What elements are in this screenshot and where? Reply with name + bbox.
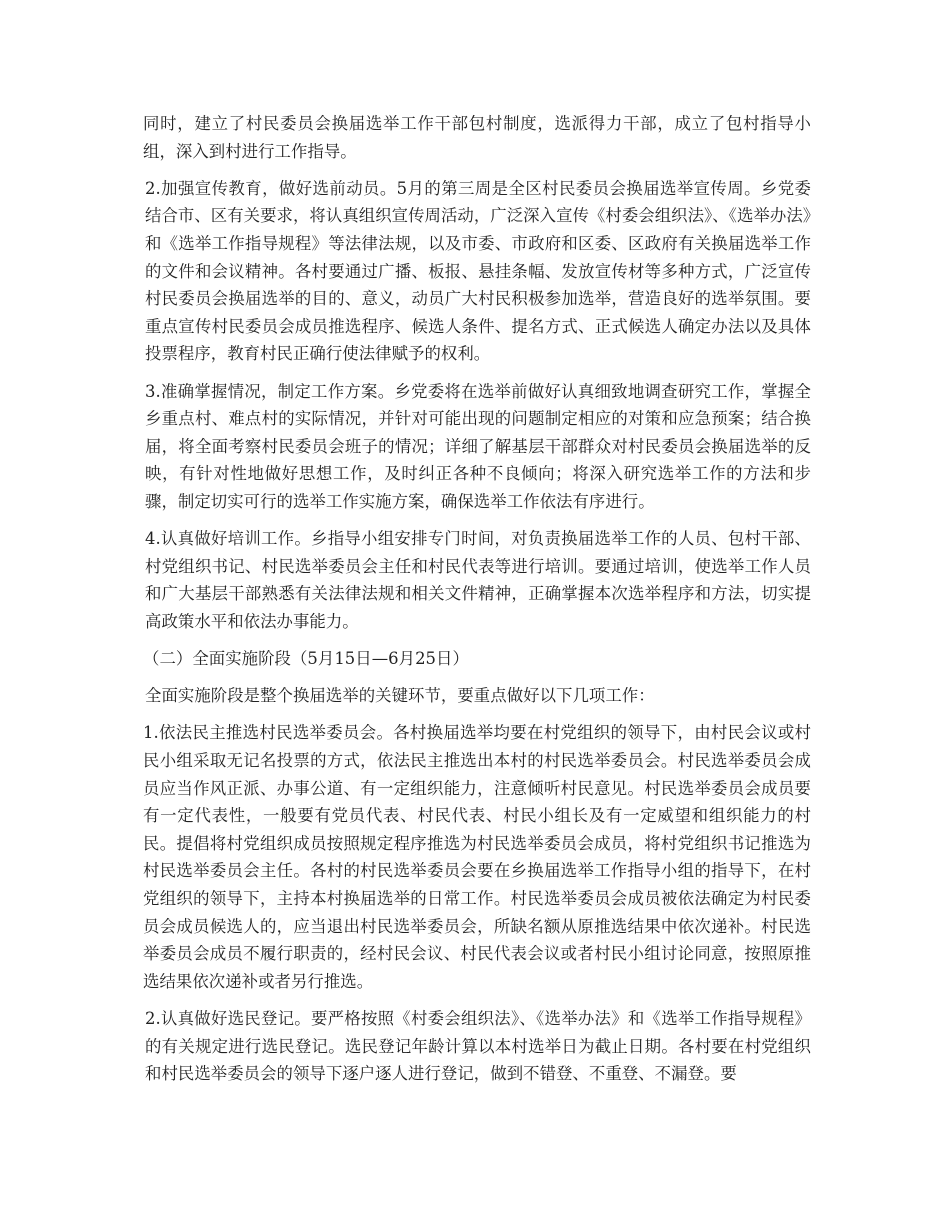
paragraph-implementation-intro: 全面实施阶段是整个换届选举的关键环节，要重点做好以下几项工作： [145,686,655,706]
paragraph-item-2-registration: 2.认真做好选民登记。要严格按照《村委会组织法》、《选举办法》和《选举工作指导规程》的有关规定进行选民登记。选民登记年龄计算以本村选举日为截止日期。各村要在村党组织和村民选举委员会的领导下逐户逐人进行登记，做到不错登、不重登、不漏登。要 [145,1008,811,1084]
section-heading-implementation: （二）全面实施阶段（5月15日—6月25日） [143,649,469,669]
paragraph-item-2-publicity: 2.加强宣传教育，做好选前动员。5月的第三周是全区村民委员会换届选举宣传周。乡党委结合市、区有关要求，将认真组织宣传周活动，广泛深入宣传《村委会组织法》、《选举办法》和《选举工作指导规程》等法律法规，以及市委、市政府和区委、区政府有关换届选举工作的文件和会议精神。各村要通过广播、板报、悬挂条幅、发放宣传材等多种方式，广泛宣传村民委员会换届选举的目的、意义，动员广大村民积极参加选举，营造良好的选举氛围。要重点宣传村民委员会成员推选程序、候选人条件、提名方式、正式候选人确定办法以及具体投票程序，教育村民正确行使法律赋予的权利。 [145,178,811,364]
paragraph-item-3-plan: 3.准确掌握情况，制定工作方案。乡党委将在选举前做好认真细致地调查研究工作，掌握全乡重点村、难点村的实际情况，并针对可能出现的问题制定相应的对策和应急预案；结合换届，将全面考察村民委员会班子的情况；详细了解基层干部群众对村民委员会换届选举的反映，有针对性地做好思想工作，及时纠正各种不良倾向；将深入研究选举工作的方法和步骤，制定切实可行的选举工作实施方案，确保选举工作依法有序进行。 [145,381,811,511]
document-body [143,110,811,1097]
paragraph-continuation: 同时，建立了村民委员会换届选举工作干部包村制度，选派得力干部，成立了包村指导小组，深入到村进行工作指导。 [143,114,811,161]
paragraph-item-4-training: 4.认真做好培训工作。乡指导小组安排专门时间，对负责换届选举工作的人员、包村干部、村党组织书记、村民选举委员会主任和村民代表等进行培训。要通过培训，使选举工作人员和广大基层干部熟悉有关法律法规和相关文件精神，正确掌握本次选举程序和方法，切实提高政策水平和依法办事能力。 [145,529,811,631]
paragraph-item-1-committee: 1.依法民主推选村民选举委员会。各村换届选举均要在村党组织的领导下，由村民会议或村民小组采取无记名投票的方式，依法民主推选出本村的村民选举委员会。村民选举委员会成员应当作风正派、办事公道、有一定组织能力，注意倾听村民意见。村民选举委员会成员要有一定代表性，一般要有党员代表、村民代表、村民小组长及有一定威望和组织能力的村民。提倡将村党组织成员按照规定程序推选为村民选举委员会成员，将村党组织书记推选为村民选举委员会主任。各村的村民选举委员会要在乡换届选举工作指导小组的指导下，在村党组织的领导下，主持本村换届选举的日常工作。村民选举委员会成员被依法确定为村民委员会成员候选人的，应当退出村民选举委员会，所缺名额从原推选结果中依次递补。村民选举委员会成员不履行职责的，经村民会议、村民代表会议或者村民小组讨论同意，按照原推选结果依次递补或者另行推选。 [143,723,811,991]
